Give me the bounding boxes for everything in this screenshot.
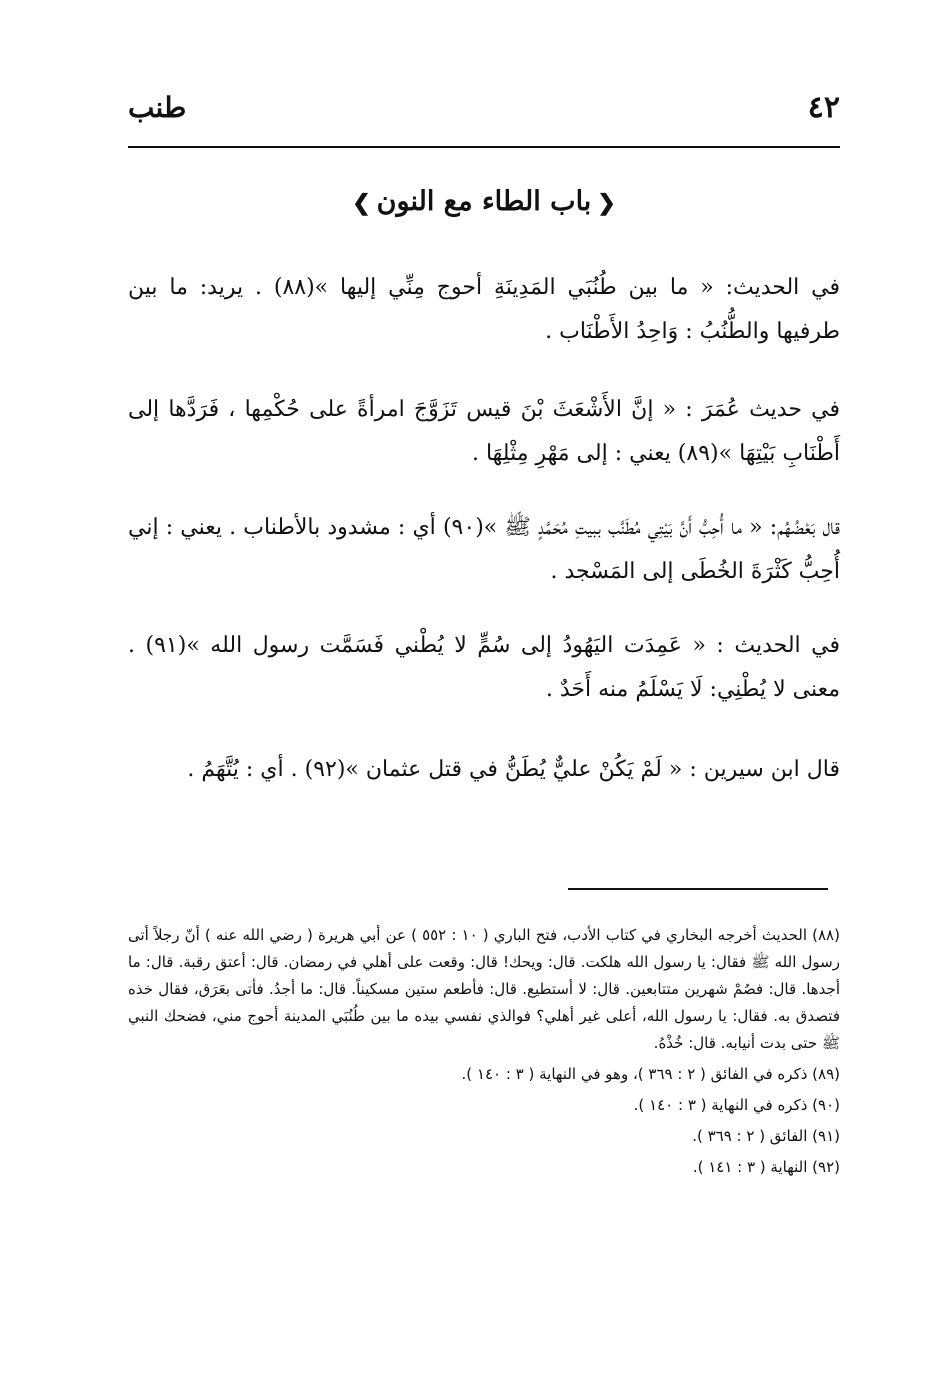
entry-paragraph: قال بَعْضُهُم: « ما أُحِبُّ أَنَّ بَيْتِي مُطَنَّب ببيتِ مُحَمَّدٍ ﷺ »(٩٠) أي : مشدود بالأطناب . يعني : إني أُحِبُّ كَثْرَةَ الخُطَى إلى المَسْجد .	[128, 515, 841, 584]
page-number: ٤٢	[807, 90, 840, 125]
ornament-left-icon: ❯	[352, 189, 371, 216]
footnote: (٨٨) الحديث أخرجه البخاري في كتاب الأدب، فتح الباري ( ١٠ : ٥٥٢ ) عن أبي هريرة ( رضي الله عنه ) أنّ رجلاً أتى رسول الله ﷺ فقال: يا رسول الله هلكت. قال: ويحك! قال: وقعت على أهلي في رمضان. قال: أعتق رقبة. قال: ما أجدها. قال: فصُمْ شهرين متتابعين. قال: لا أستطيع. قال: فأطعم ستين مسكيناً. قال: ما أجدُ. فأتى بعَرَق، فقال خذه فتصدق به. فقال: يا رسول الله، أعلى غير أهلي؟ فوالذي نفسي بيده ما بين طُنُبَي المدينة أحوج مني، فضحك النبي ﷺ حتى بدت أنيابه. قال: خُذْهُ.	[128, 926, 840, 1052]
ornament-right-icon: ❮	[597, 189, 616, 216]
footnote: (٩٢) النهاية ( ٣ : ١٤١ ).	[692, 1158, 840, 1176]
footnote-rule	[568, 888, 828, 890]
header-rule	[128, 146, 840, 148]
footnote: (٨٩) ذكره في الفائق ( ٢ : ٣٦٩ )، وهو في النهاية ( ٣ : ١٤٠ ).	[461, 1065, 840, 1083]
entry-paragraph: قال ابن سيرين : « لَمْ يَكُنْ عليٌّ يُطَنُّ في قتل عثمان »(٩٢) . أي : يُتَّهَمُ .	[187, 757, 840, 782]
footnote: (٩٠) ذكره في النهاية ( ٣ : ١٤٠ ).	[633, 1096, 840, 1114]
page-header	[128, 88, 840, 132]
chapter-title-text: باب الطاء مع النون	[376, 186, 592, 217]
footnotes	[128, 922, 840, 1185]
running-head: طنب	[128, 91, 187, 124]
chapter-title	[128, 180, 840, 225]
entry-paragraph: في الحديث : « عَمِدَت اليَهُودُ إلى سُمٍّ لا يُطْني فَسَمَّت رسول الله »(٩١) . معنى لا يُطْنِي: لَا يَسْلَمُ منه أَحَدٌ .	[128, 633, 840, 702]
entry-paragraph: في الحديث: « ما بين طُنُبَي المَدِينَةِ أحوج مِنِّي إليها »(٨٨) . يريد: ما بين طرفيها والطُّنُبُ : وَاحِدُ الأَطْنَاب .	[128, 275, 841, 344]
footnote: (٩١) الفائق ( ٢ : ٣٦٩ ).	[692, 1127, 840, 1145]
entry-paragraph: في حديث عُمَرَ : « إنَّ الأَشْعَثَ بْنَ قيس تَزَوَّجَ امرأةً على حُكْمِها ، فَرَدَّها إلى أَطْنَابِ بَيْتِهَا »(٨٩) يعني : إلى مَهْرِ مِثْلِهَا .	[128, 397, 840, 466]
